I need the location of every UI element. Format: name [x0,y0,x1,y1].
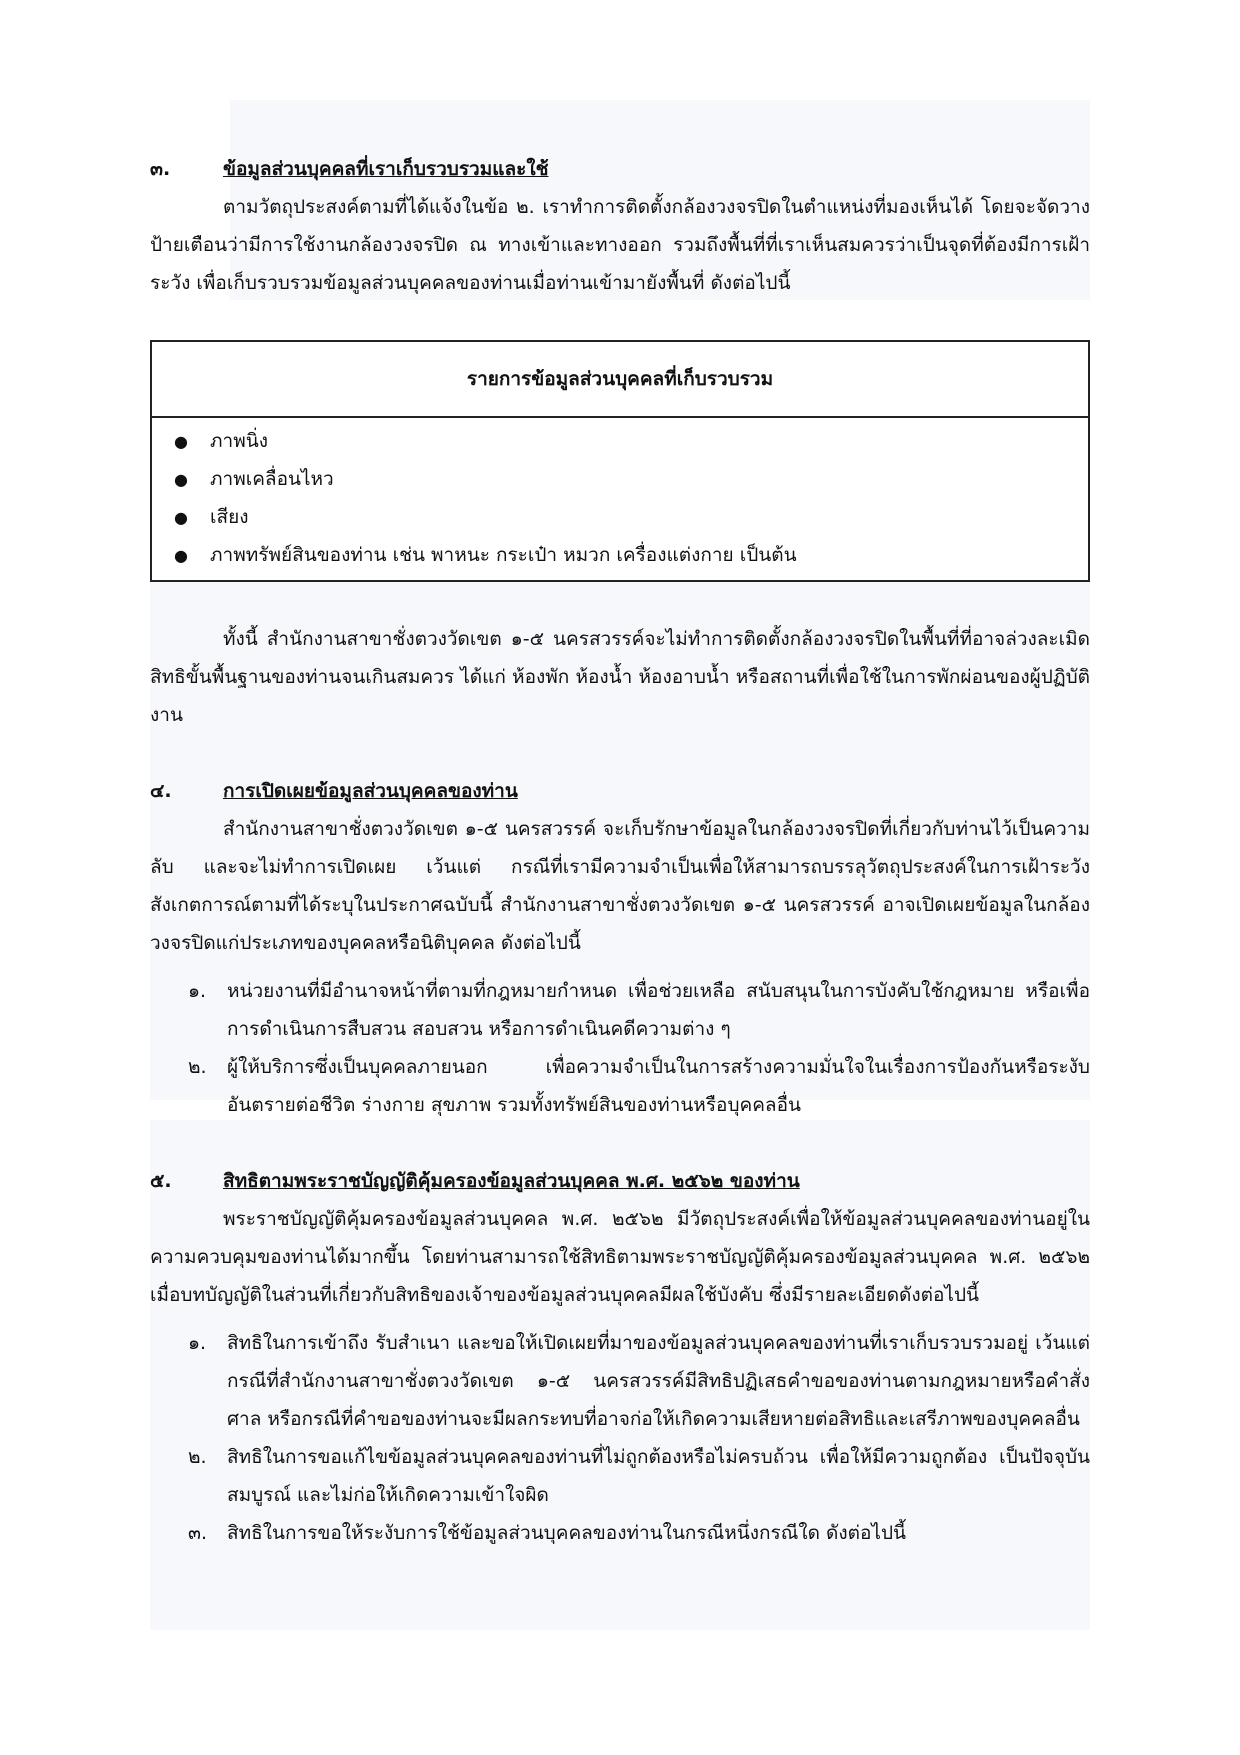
list-number: ๑. [188,1332,207,1354]
list-item-text: เสียง [210,506,249,528]
list-item [152,536,1088,574]
list-item-text: ภาพเคลื่อนไหว [210,468,334,490]
section-title: การเปิดเผยข้อมูลส่วนบุคคลของท่าน [223,780,518,802]
list-item [152,422,1088,460]
list-number: ๒. [188,1446,207,1468]
section-title: ข้อมูลส่วนบุคคลที่เราเก็บรวบรวมและใช้ [223,158,549,180]
section-5-list [150,1324,1090,1552]
section-number: ๓. [150,158,171,180]
bullet-icon: ● [174,546,188,565]
section-4-list [150,972,1090,1124]
section-number: ๕. [150,1170,172,1192]
collected-data-table [150,340,1090,582]
section-3-paragraph: ตามวัตถุประสงค์ตามที่ได้แจ้งในข้อ ๒. เราทำการติดตั้งกล้องวงจรปิดในตำแหน่งที่มองเห็นได้ โดยจะจัดวางป้ายเตือนว่ามีการใช้งานกล้องวงจรปิด ณ ทางเข้าและทางออก รวมถึงพื้นที่ที่เราเห็นสมควรว่าเป็นจุดที่ต้องมีการเฝ้าระวัง เพื่อเก็บรวบรวมข้อมูลส่วนบุคคลของท่านเมื่อท่านเข้ามายังพื้นที่ ดังต่อไปนี้ [150,196,1090,294]
section-number: ๔. [150,780,172,802]
table-header: รายการข้อมูลส่วนบุคคลที่เก็บรวบรวม [152,342,1088,418]
list-number: ๓. [188,1522,208,1544]
section-4-heading [150,772,1090,810]
document-body [150,150,1090,1552]
list-item [188,1324,1090,1438]
list-number: ๑. [188,980,207,1002]
table-body [152,418,1088,580]
section-3-heading [150,150,1090,188]
section-5-heading [150,1162,1090,1200]
list-item [152,460,1088,498]
list-item-text: ผู้ให้บริการซึ่งเป็นบุคคลภายนอก เพื่อความจำเป็นในการสร้างความมั่นใจในเรื่องการป้องกันหรือระงับอันตรายต่อชีวิต ร่างกาย สุขภาพ รวมทั้งทรัพย์สินของท่านหรือบุคคลอื่น [227,1056,1090,1116]
list-item [188,972,1090,1048]
list-item [152,498,1088,536]
bullet-icon: ● [174,470,188,489]
list-item-text: สิทธิในการขอแก้ไขข้อมูลส่วนบุคคลของท่านที่ไม่ถูกต้องหรือไม่ครบถ้วน เพื่อให้มีความถูกต้อง เป็นปัจจุบัน สมบูรณ์ และไม่ก่อให้เกิดความเข้าใจผิด [227,1446,1090,1506]
list-item [188,1514,1090,1552]
list-item-text: ภาพนิ่ง [210,430,268,452]
list-number: ๒. [188,1056,207,1078]
section-5-paragraph: พระราชบัญญัติคุ้มครองข้อมูลส่วนบุคคล พ.ศ. ๒๕๖๒ มีวัตถุประสงค์เพื่อให้ข้อมูลส่วนบุคคลของท่านอยู่ในความควบคุมของท่านได้มากขึ้น โดยท่านสามารถใช้สิทธิตามพระราชบัญญัติคุ้มครองข้อมูลส่วนบุคคล พ.ศ. ๒๕๖๒ เมื่อบทบัญญัติในส่วนที่เกี่ยวกับสิทธิของเจ้าของข้อมูลส่วนบุคคลมีผลใช้บังคับ ซึ่งมีรายละเอียดดังต่อไปนี้ [150,1208,1090,1306]
list-item [188,1438,1090,1514]
list-item-text: สิทธิในการเข้าถึง รับสำเนา และขอให้เปิดเผยที่มาของข้อมูลส่วนบุคคลของท่านที่เราเก็บรวบรวมอยู่ เว้นแต่กรณีที่สำนักงานสาขาชั่งตวงวัดเขต ๑-๕ นครสวรรค์มีสิทธิปฏิเสธคำขอของท่านตามกฎหมายหรือคำสั่งศาล หรือกรณีที่คำขอของท่านจะมีผลกระทบที่อาจก่อให้เกิดความเสียหายต่อสิทธิและเสรีภาพของบุคคลอื่น [227,1332,1090,1430]
section-title: สิทธิตามพระราชบัญญัติคุ้มครองข้อมูลส่วนบุคคล พ.ศ. ๒๕๖๒ ของท่าน [223,1170,800,1192]
bullet-icon: ● [174,508,188,527]
list-item-text: ภาพทรัพย์สินของท่าน เช่น พาหนะ กระเป๋า หมวก เครื่องแต่งกาย เป็นต้น [210,544,797,566]
section-3-note: ทั้งนี้ สำนักงานสาขาชั่งตวงวัดเขต ๑-๕ นครสวรรค์จะไม่ทำการติดตั้งกล้องวงจรปิดในพื้นที่ที่อาจล่วงละเมิดสิทธิขั้นพื้นฐานของท่านจนเกินสมควร ได้แก่ ห้องพัก ห้องน้ำ ห้องอาบน้ำ หรือสถานที่เพื่อใช้ในการพักผ่อนของผู้ปฏิบัติงาน [150,628,1090,726]
list-item [188,1048,1090,1124]
list-item-text: หน่วยงานที่มีอำนาจหน้าที่ตามที่กฎหมายกำหนด เพื่อช่วยเหลือ สนับสนุนในการบังคับใช้กฎหมาย หรือเพื่อการดำเนินการสืบสวน สอบสวน หรือการดำเนินคดีความต่าง ๆ [227,980,1090,1040]
bullet-icon: ● [174,432,188,451]
list-item-text: สิทธิในการขอให้ระงับการใช้ข้อมูลส่วนบุคคลของท่านในกรณีหนึ่งกรณีใด ดังต่อไปนี้ [227,1522,907,1544]
section-4-paragraph: สำนักงานสาขาชั่งตวงวัดเขต ๑-๕ นครสวรรค์ จะเก็บรักษาข้อมูลในกล้องวงจรปิดที่เกี่ยวกับท่านไว้เป็นความลับ และจะไม่ทำการเปิดเผย เว้นแต่ กรณีที่เรามีความจำเป็นเพื่อให้สามารถบรรลุวัตถุประสงค์ในการเฝ้าระวังสังเกตการณ์ตามที่ได้ระบุในประกาศฉบับนี้ สำนักงานสาขาชั่งตวงวัดเขต ๑-๕ นครสวรรค์ อาจเปิดเผยข้อมูลในกล้องวงจรปิดแก่ประเภทของบุคคลหรือนิติบุคคล ดังต่อไปนี้ [150,818,1090,954]
